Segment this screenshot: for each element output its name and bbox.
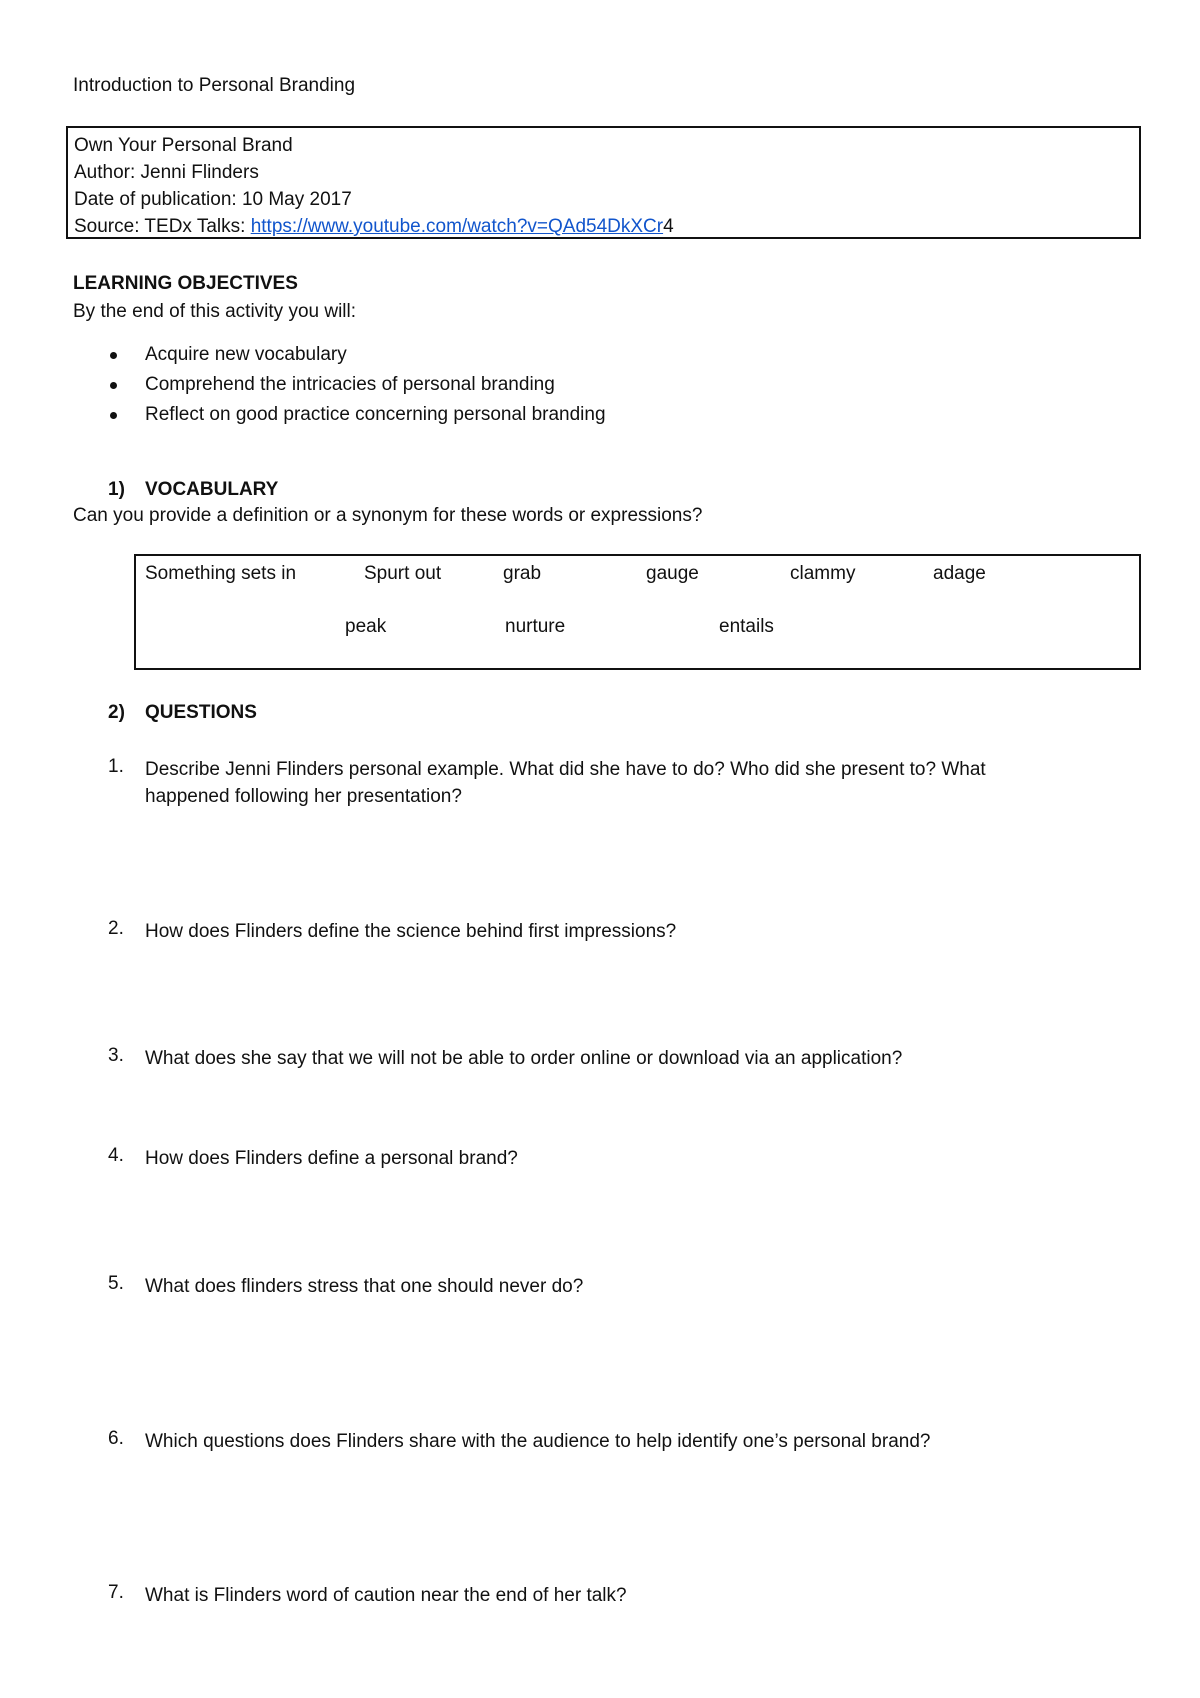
- vocab-word: peak: [345, 616, 387, 637]
- vocabulary-number: 1): [108, 479, 125, 500]
- objective-text: Acquire new vocabulary: [145, 344, 347, 365]
- source-label: Source: TEDx Talks:: [74, 216, 251, 237]
- question-number: 5.: [108, 1273, 124, 1294]
- vocab-word: clammy: [790, 563, 856, 584]
- objective-text: Reflect on good practice concerning personal branding: [145, 404, 606, 425]
- question-text: Which questions does Flinders share with the audience to help identify one’s personal brand?: [145, 1431, 931, 1452]
- vocabulary-prompt: Can you provide a definition or a synonym for these words or expressions?: [73, 505, 703, 526]
- objective-text: Comprehend the intricacies of personal branding: [145, 374, 555, 395]
- bullet-icon: [110, 352, 117, 359]
- document-title: Introduction to Personal Branding: [73, 75, 356, 96]
- publication-date-line: Date of publication: 10 May 2017: [74, 189, 352, 210]
- questions-number: 2): [108, 702, 125, 723]
- question-text: How does Flinders define the science behind first impressions?: [145, 921, 677, 942]
- vocab-word: adage: [933, 563, 986, 584]
- vocab-word: entails: [719, 616, 774, 637]
- source-link-suffix: 4: [663, 216, 674, 237]
- bullet-icon: [110, 382, 117, 389]
- vocab-word: nurture: [505, 616, 566, 637]
- question-text: What does flinders stress that one should never do?: [145, 1276, 584, 1297]
- vocabulary-box: [134, 554, 1141, 670]
- objectives-intro: By the end of this activity you will:: [73, 301, 357, 322]
- source-line: [74, 216, 674, 238]
- author-line: Author: Jenni Flinders: [74, 162, 259, 183]
- question-number: 1.: [108, 756, 124, 777]
- question-text: What is Flinders word of caution near the end of her talk?: [145, 1585, 627, 1606]
- source-info-box: [66, 126, 1141, 239]
- questions-heading: QUESTIONS: [145, 702, 257, 723]
- vocab-word: Something sets in: [145, 563, 297, 584]
- question-number: 3.: [108, 1045, 124, 1066]
- vocabulary-heading: VOCABULARY: [145, 479, 279, 500]
- question-number: 6.: [108, 1428, 124, 1449]
- question-text: What does she say that we will not be able to order online or download via an application?: [145, 1048, 903, 1069]
- bullet-icon: [110, 412, 117, 419]
- objectives-heading: LEARNING OBJECTIVES: [73, 273, 298, 294]
- talk-title: Own Your Personal Brand: [74, 135, 293, 156]
- question-text: Describe Jenni Flinders personal example. What did she have to do? Who did she present to? What happened following her presentation?: [145, 759, 986, 807]
- vocab-word: gauge: [646, 563, 699, 584]
- question-number: 2.: [108, 918, 124, 939]
- question-text: How does Flinders define a personal brand?: [145, 1148, 518, 1169]
- vocab-word: Spurt out: [364, 563, 442, 584]
- question-number: 7.: [108, 1582, 124, 1603]
- question-number: 4.: [108, 1145, 124, 1166]
- vocab-word: grab: [503, 563, 542, 584]
- source-link[interactable]: https://www.youtube.com/watch?v=QAd54DkXCr: [250, 216, 664, 237]
